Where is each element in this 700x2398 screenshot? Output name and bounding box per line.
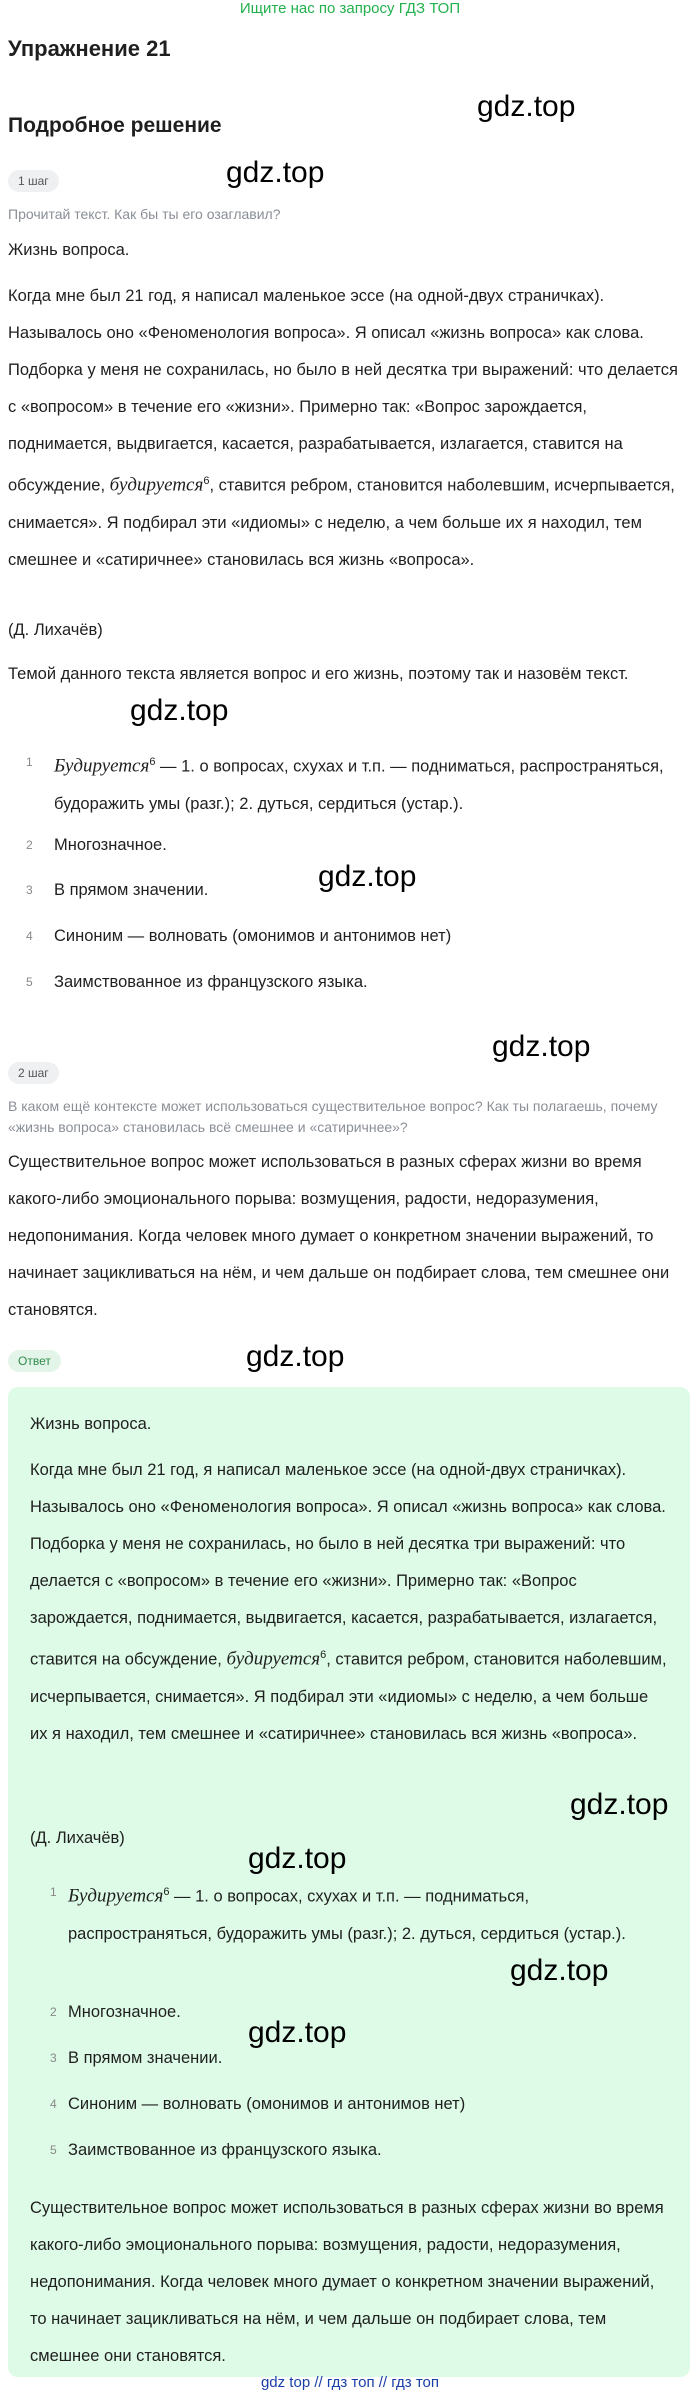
answer-author: (Д. Лихачёв) [30, 1829, 125, 1847]
footnote-item: 3 В прямом значении. [26, 881, 209, 899]
step-badge: 2 шаг [8, 1062, 59, 1084]
page-title: Упражнение 21 [8, 36, 171, 61]
watermark: gdz.top [226, 156, 325, 189]
step-answer-text: Существительное вопрос может использоваться в разных сферах жизни во время какого-либо эмоционального порыва: возмущения, радости, недоразумения, недопонимания. Когда человек много думает о конкретном значении выражений, то начинает зацикливаться на нём, и чем дальше он подбирает слова, тем смешнее они становятся. [8, 1153, 670, 1319]
step-question: Прочитай текст. Как бы ты его озаглавил? [8, 206, 281, 222]
watermark: gdz.top [246, 1340, 345, 1373]
text-theme: Темой данного текста является вопрос и его жизнь, поэтому так и назовём текст. [8, 665, 629, 683]
watermark: gdz.top [477, 90, 576, 123]
step-question: В каком ещё контексте может использоваться существительное вопрос? Как ты полагаешь, почему «жизнь вопроса» становилась всё смешнее и «сатиричнее»? [8, 1098, 658, 1135]
answer-footnote-item: 2 Многозначное. [50, 2003, 181, 2021]
answer-badge: Ответ [8, 1350, 61, 1372]
footnote-item: 1 Будируется$^6$ — 1. о вопросах, схухах и т.п. — подниматься, распространяться, будоражить умы (разг.); 2. дуться, сердиться (устар.). [26, 755, 664, 813]
footnote-item: 5 Заимствованное из французского языка. [26, 973, 368, 991]
step-badge: 1 шаг [8, 170, 59, 192]
answer-footnote-item: 3 В прямом значении. [50, 2049, 223, 2067]
text-heading: Жизнь вопроса. [8, 241, 130, 259]
answer-heading: Жизнь вопроса. [30, 1415, 152, 1433]
footer-links[interactable]: gdz top // гдз топ // гдз топ [260, 2374, 440, 2391]
watermark: gdz.top [248, 1842, 347, 1875]
footnote-item: 4 Синоним — волновать (омонимов и антонимов нет) [26, 927, 452, 945]
text-author: (Д. Лихачёв) [8, 621, 103, 639]
watermark: gdz.top [492, 1030, 591, 1063]
watermark: gdz.top [248, 2016, 347, 2049]
top-promo-link[interactable]: Ищите нас по запросу ГДЗ ТОП [239, 0, 461, 17]
answer-footnote-item: 5 Заимствованное из французского языка. [50, 2141, 382, 2159]
answer-paragraph: Когда мне был 21 год, я написал маленькое эссе (на одной-двух страничках). Называлось оно «Феноменология вопроса». Я описал «жизнь вопроса» как слова. Подборка у меня не сохранилась, но было в ней десятка три выражений: что делается с «вопросом» в течение его «жизни». Примерно так: «Вопрос зарождается, поднимается, выдвигается, касается, разрабатывается, излагается, ставится на обсуждение, будируется$^6$, ставится ребром, становится наболевшим, исчерпывается, снимается». Я подбирал эти «идиомы» с неделю, а чем больше их я находил, тем смешнее и «сатиричнее» становилась вся жизнь «вопроса». [30, 1461, 667, 1743]
watermark: gdz.top [570, 1788, 669, 1821]
answer-footnote-item: 4 Синоним — волновать (омонимов и антонимов нет) [50, 2095, 466, 2113]
section-title: Подробное решение [8, 114, 222, 137]
watermark: gdz.top [130, 694, 229, 727]
text-paragraph: Когда мне был 21 год, я написал маленькое эссе (на одной-двух страничках). Называлось оно «Феноменология вопроса». Я описал «жизнь вопроса» как слова. Подборка у меня не сохранилась, но было в ней десятка три выражений: что делается с «вопросом» в течение его «жизни». Примерно так: «Вопрос зарождается, поднимается, выдвигается, касается, разрабатывается, излагается, ставится на обсуждение, будируется$^6$, ставится ребром, становится наболевшим, исчерпывается, снимается». Я подбирал эти «идиомы» с неделю, а чем больше их я находил, тем смешнее и «сатиричнее» становилась вся жизнь «вопроса». [8, 287, 678, 569]
watermark: gdz.top [318, 860, 417, 893]
answer-step2-text: Существительное вопрос может использоваться в разных сферах жизни во время какого-либо эмоционального порыва: возмущения, радости, недоразумения, недопонимания. Когда человек много думает о конкретном значении выражений, то начинает зацикливаться на нём, и чем дальше он подбирает слова, тем смешнее они становятся. [30, 2199, 664, 2365]
footnote-item: 2 Многозначное. [26, 836, 167, 854]
watermark: gdz.top [510, 1954, 609, 1987]
answer-footnote-item: 1 Будируется$^6$ — 1. о вопросах, схухах и т.п. — подниматься, распространяться, будоражить умы (разг.); 2. дуться, сердиться (устар.). [50, 1885, 626, 1943]
